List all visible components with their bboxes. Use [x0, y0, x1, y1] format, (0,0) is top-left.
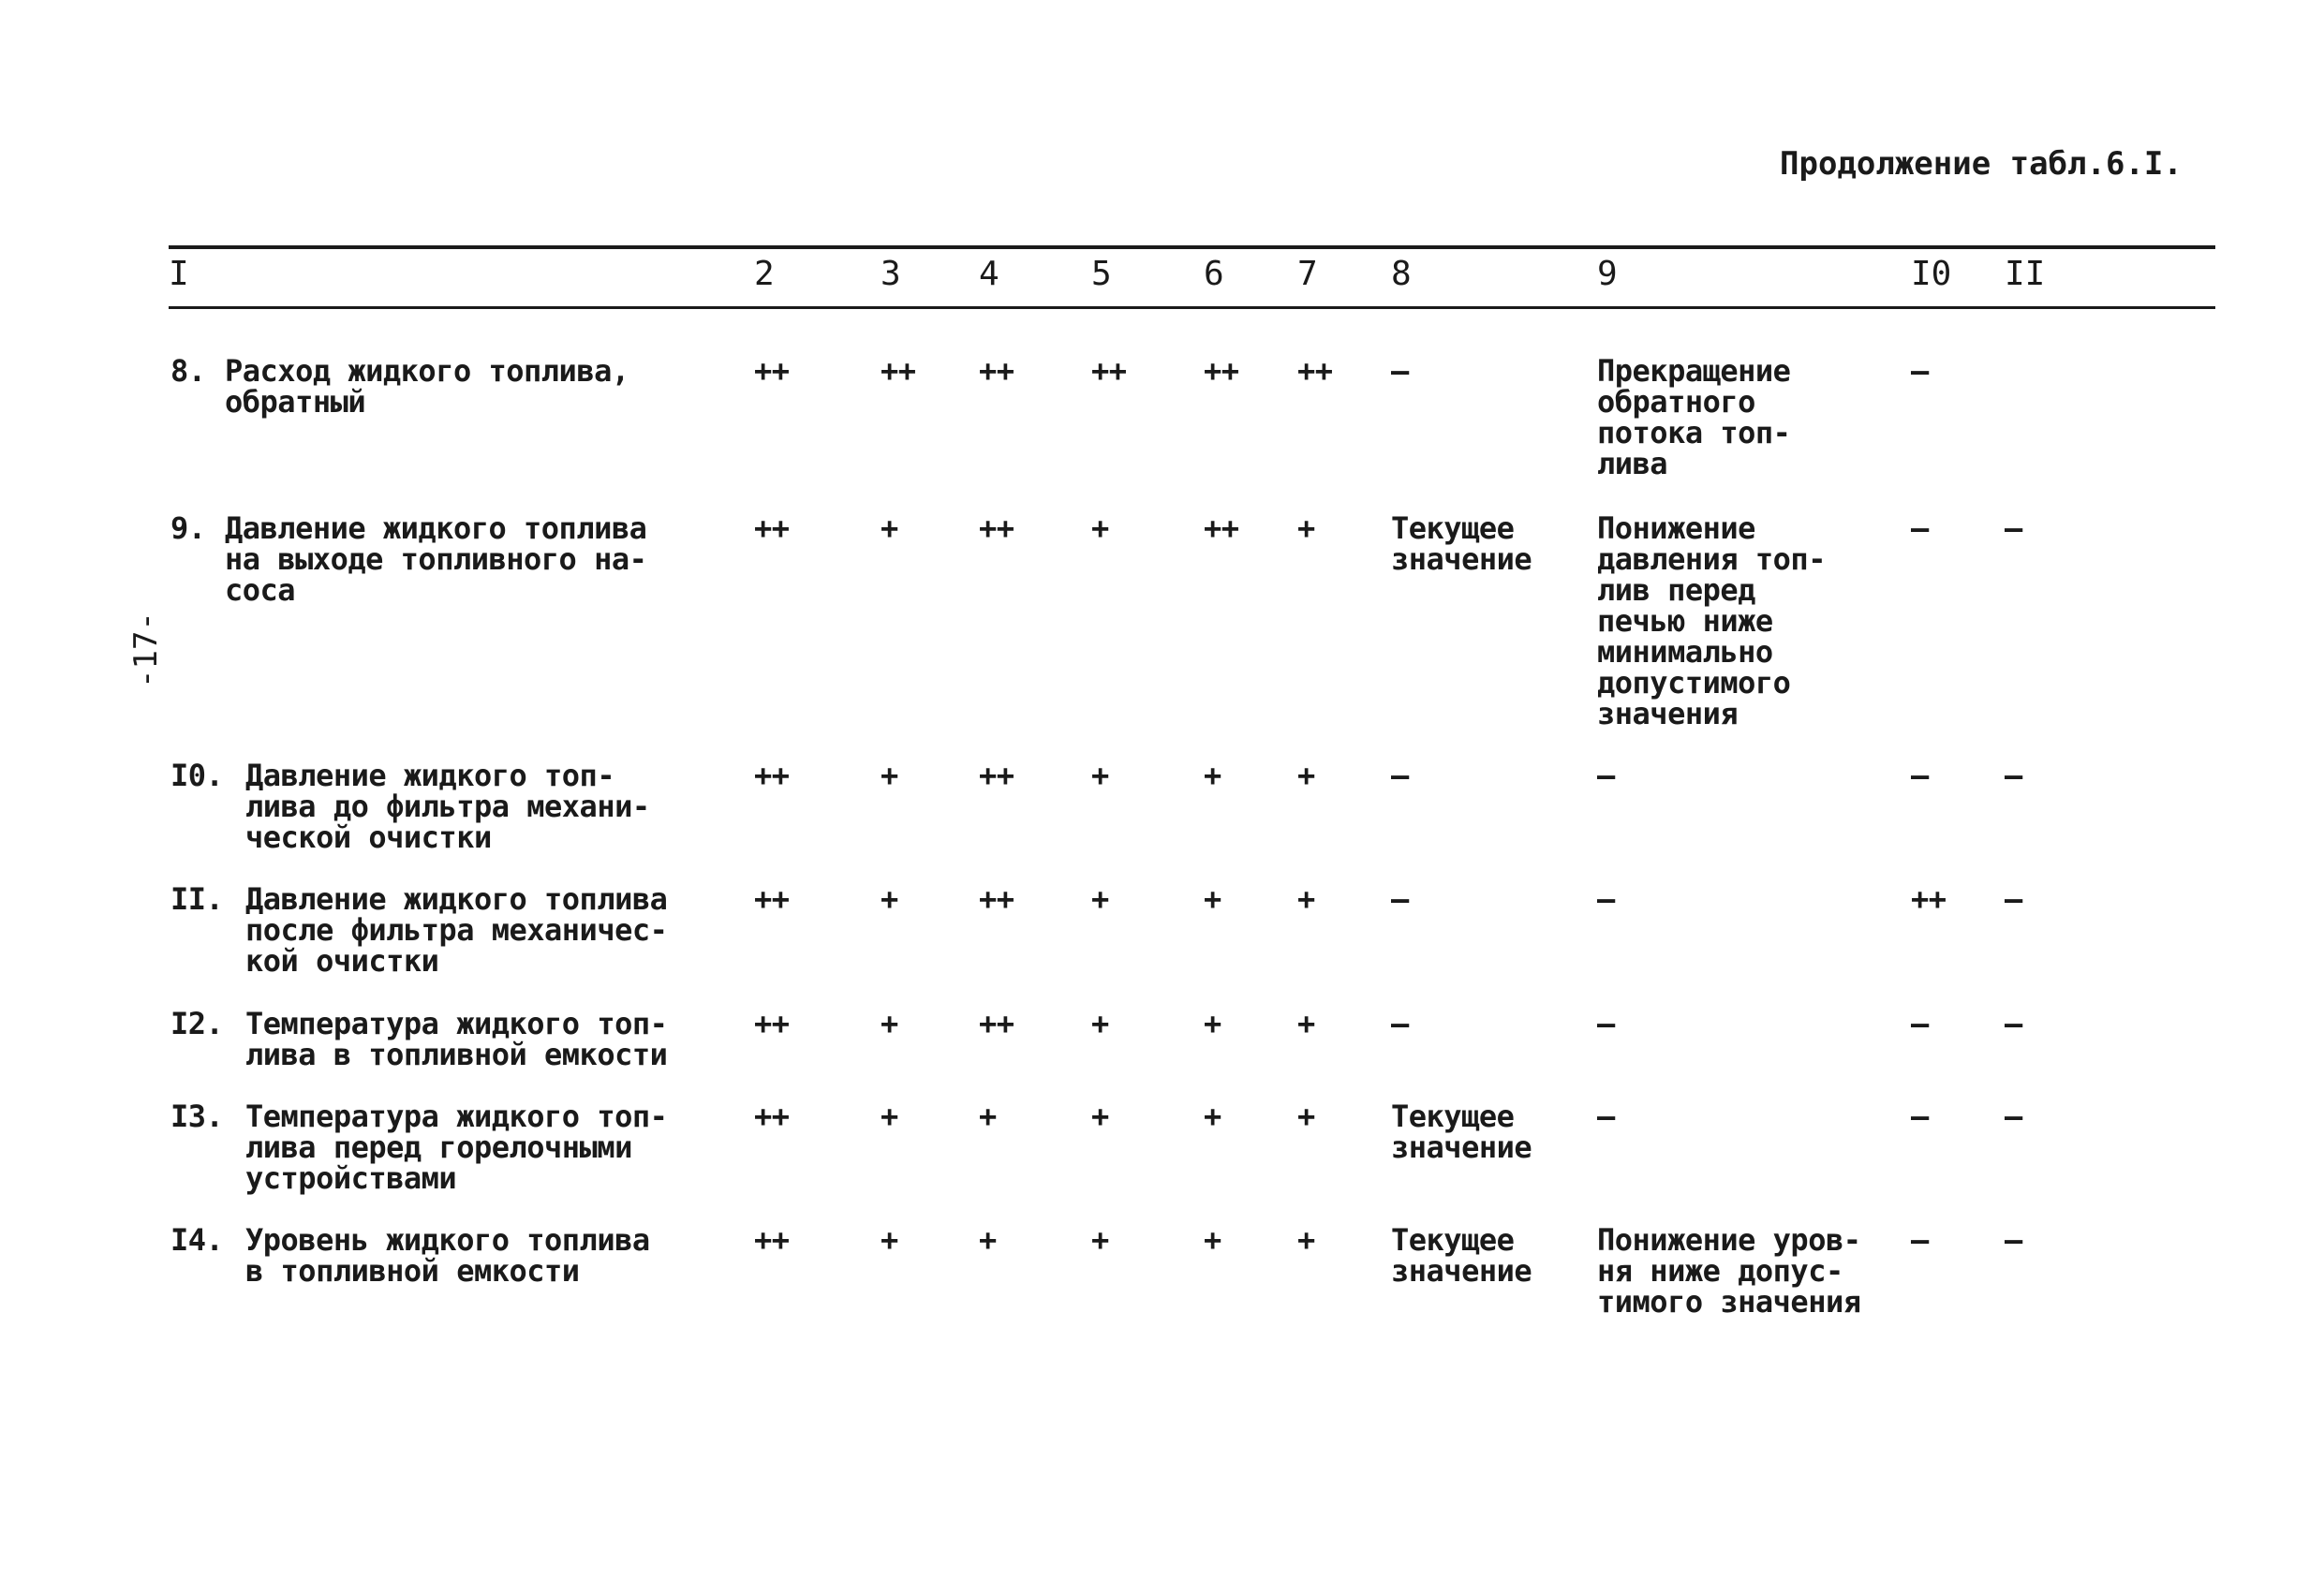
row-number: I0.: [170, 758, 224, 793]
cell-col5: +: [1091, 1006, 1109, 1041]
cell-col10: –: [1911, 1099, 1929, 1134]
cell-col4: ++: [979, 510, 1014, 546]
cell-col2: ++: [754, 353, 790, 389]
cell-col9: –: [1597, 1099, 1615, 1134]
cell-col3: +: [881, 510, 898, 546]
cell-col9: –: [1597, 881, 1615, 917]
cell-col5: +: [1091, 1099, 1109, 1134]
column-header-6: 6: [1204, 255, 1224, 293]
cell-col5: +: [1091, 1222, 1109, 1258]
cell-col5: +: [1091, 881, 1109, 917]
column-header-5: 5: [1091, 255, 1112, 293]
cell-col9: Понижение давления топ- лив перед печью ниже минимально допустимого значения: [1597, 510, 1826, 731]
cell-col8: –: [1391, 758, 1409, 793]
row-number: I3.: [170, 1099, 224, 1134]
cell-col2: ++: [754, 1006, 790, 1041]
cell-col4: +: [979, 1099, 997, 1134]
cell-col7: +: [1297, 1099, 1315, 1134]
cell-col10: –: [1911, 353, 1929, 389]
cell-col9: Прекращение обратного потока топ- лива: [1597, 353, 1791, 481]
cell-col5: ++: [1091, 353, 1127, 389]
cell-col7: +: [1297, 1222, 1315, 1258]
cell-col2: ++: [754, 1222, 790, 1258]
cell-col9: –: [1597, 758, 1615, 793]
cell-col6: +: [1204, 881, 1221, 917]
parameter-name: Расход жидкого топлива, обратный: [225, 353, 629, 420]
cell-col6: +: [1204, 1099, 1221, 1134]
parameter-name: Давление жидкого топлива после фильтра механичес- кой очистки: [245, 881, 668, 979]
cell-col2: ++: [754, 758, 790, 793]
cell-col4: +: [979, 1222, 997, 1258]
cell-col11: –: [2005, 758, 2022, 793]
cell-col2: ++: [754, 881, 790, 917]
cell-col8: –: [1391, 1006, 1409, 1041]
cell-col10: –: [1911, 1006, 1929, 1041]
parameter-name: Давление жидкого топ- лива до фильтра механи- ческой очистки: [245, 758, 650, 855]
cell-col11: –: [2005, 1006, 2022, 1041]
parameter-name: Температура жидкого топ- лива перед горелочными устройствами: [245, 1099, 668, 1196]
cell-col7: ++: [1297, 353, 1333, 389]
column-header-2: 2: [754, 255, 775, 293]
cell-col10: –: [1911, 1222, 1929, 1258]
column-header-9: 9: [1597, 255, 1618, 293]
column-header-10: I0: [1911, 255, 1952, 293]
row-number: I2.: [170, 1006, 224, 1041]
column-header-7: 7: [1297, 255, 1318, 293]
cell-col6: +: [1204, 1006, 1221, 1041]
cell-col10: –: [1911, 758, 1929, 793]
cell-col8: Текущее значение: [1391, 510, 1532, 577]
row-number: I4.: [170, 1222, 224, 1258]
cell-col4: ++: [979, 758, 1014, 793]
cell-col2: ++: [754, 1099, 790, 1134]
cell-col5: +: [1091, 758, 1109, 793]
cell-col3: +: [881, 758, 898, 793]
cell-col6: +: [1204, 758, 1221, 793]
cell-col2: ++: [754, 510, 790, 546]
cell-col3: +: [881, 1006, 898, 1041]
column-header-8: 8: [1391, 255, 1412, 293]
row-number: II.: [170, 881, 224, 917]
cell-col7: +: [1297, 881, 1315, 917]
cell-col11: –: [2005, 1222, 2022, 1258]
cell-col3: +: [881, 1099, 898, 1134]
cell-col8: Текущее значение: [1391, 1222, 1532, 1289]
cell-col10: ++: [1911, 881, 1947, 917]
cell-col8: –: [1391, 881, 1409, 917]
cell-col10: –: [1911, 510, 1929, 546]
cell-col5: +: [1091, 510, 1109, 546]
cell-col3: +: [881, 1222, 898, 1258]
cell-col8: –: [1391, 353, 1409, 389]
cell-col7: +: [1297, 510, 1315, 546]
page-number: -17-: [127, 612, 165, 688]
cell-col4: ++: [979, 1006, 1014, 1041]
table-top-rule: [169, 245, 2215, 249]
cell-col4: ++: [979, 353, 1014, 389]
cell-col9: –: [1597, 1006, 1615, 1041]
column-header-1: I: [169, 255, 189, 293]
cell-col11: –: [2005, 510, 2022, 546]
cell-col6: ++: [1204, 510, 1239, 546]
parameter-name: Давление жидкого топлива на выходе топливного на- соса: [225, 510, 647, 608]
column-header-4: 4: [979, 255, 999, 293]
cell-col6: ++: [1204, 353, 1239, 389]
cell-col3: +: [881, 881, 898, 917]
column-header-11: II: [2005, 255, 2046, 293]
cell-col8: Текущее значение: [1391, 1099, 1532, 1165]
cell-col11: –: [2005, 1099, 2022, 1134]
cell-col4: ++: [979, 881, 1014, 917]
cell-col7: +: [1297, 1006, 1315, 1041]
cell-col3: ++: [881, 353, 916, 389]
cell-col9: Понижение уров- ня ниже допус- тимого значения: [1597, 1222, 1861, 1320]
cell-col7: +: [1297, 758, 1315, 793]
parameter-name: Уровень жидкого топлива в топливной емкости: [245, 1222, 650, 1289]
table-caption: Продолжение табл.6.I.: [1780, 145, 2183, 183]
column-header-3: 3: [881, 255, 901, 293]
row-number: 9.: [170, 510, 206, 546]
table-header-rule: [169, 306, 2215, 309]
row-number: 8.: [170, 353, 206, 389]
cell-col6: +: [1204, 1222, 1221, 1258]
cell-col11: –: [2005, 881, 2022, 917]
parameter-name: Температура жидкого топ- лива в топливной емкости: [245, 1006, 668, 1072]
